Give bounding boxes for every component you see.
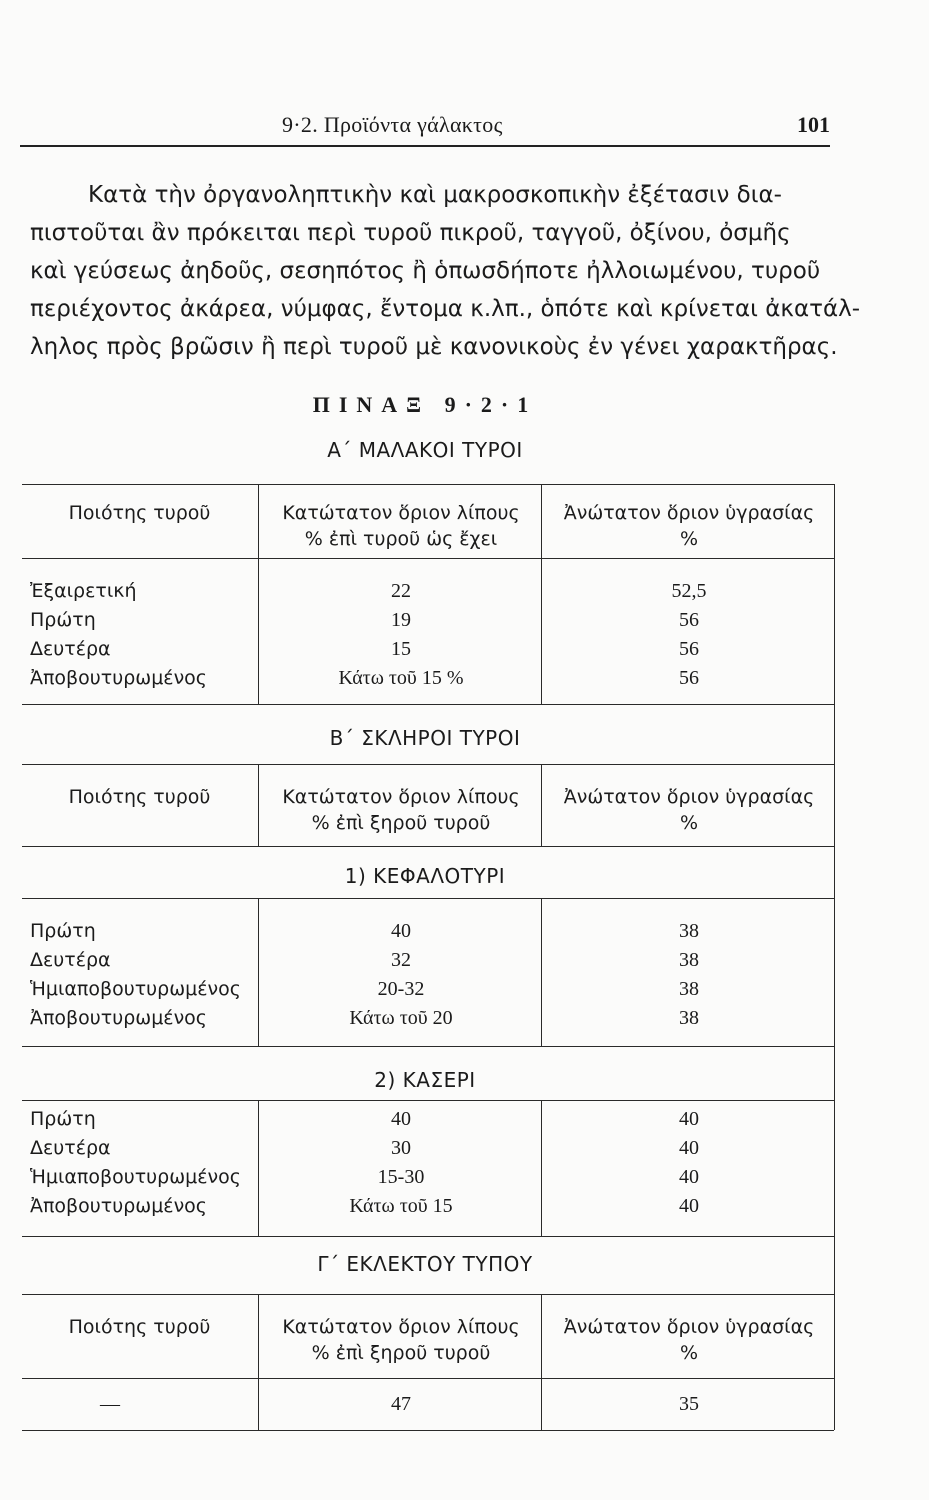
table-row-quality: Δευτέρα	[30, 1137, 111, 1159]
table-row-quality: —	[100, 1393, 120, 1415]
section-c-title: Γ΄ ΕΚΛΕΚΤΟΥ ΤΥΠΟΥ	[317, 1252, 533, 1276]
column-rule	[258, 1100, 259, 1236]
paragraph-line: περιέχοντος ἀκάρεα, νύμφας, ἔντομα κ.λπ., ὁπότε καὶ κρίνεται ἀκατάλ-	[30, 296, 861, 322]
table-row-moisture: 38	[679, 949, 699, 971]
header-fat-unit: % ἐπὶ ξηροῦ τυροῦ	[311, 812, 491, 834]
column-rule	[258, 764, 259, 846]
table-rule	[22, 1236, 834, 1237]
header-quality: Ποιότης τυροῦ	[68, 502, 211, 524]
column-rule	[258, 484, 259, 704]
column-rule	[541, 484, 542, 704]
subsection-kefalotyri-title: 1) ΚΕΦΑΛΟΤΥΡΙ	[344, 864, 506, 888]
table-row-quality: Ἀποβουτυρωμένος	[30, 667, 207, 689]
table-row-quality: Ἡμιαποβουτυρωμένος	[30, 978, 241, 1000]
column-rule	[541, 764, 542, 846]
table-row-fat: 20-32	[377, 978, 425, 1000]
table-right-border	[834, 484, 835, 1430]
table-row-moisture: 56	[679, 609, 699, 631]
section-a-title: Α΄ ΜΑΛΑΚΟΙ ΤΥΡΟΙ	[327, 438, 523, 462]
page-number: 101	[797, 112, 830, 137]
header-fat-min: Κατώτατον ὅριον λίπους	[282, 1316, 520, 1338]
table-rule	[22, 1100, 834, 1101]
table-row-quality: Πρώτη	[30, 920, 96, 942]
table-row-fat: 22	[391, 580, 411, 602]
table-rule	[22, 704, 834, 705]
table-row-fat: 19	[391, 609, 411, 631]
header-moisture-unit: %	[679, 1342, 699, 1364]
table-row-moisture: 35	[679, 1393, 699, 1415]
section-title-header: 9·2. Προϊόντα γάλακτος	[282, 112, 503, 137]
header-fat-min: Κατώτατον ὅριον λίπους	[282, 502, 520, 524]
table-row-fat: 47	[391, 1393, 411, 1415]
table-row-fat: Κάτω τοῦ 15 %	[338, 667, 464, 689]
column-rule	[541, 1294, 542, 1430]
table-row-quality: Ἀποβουτυρωμένος	[30, 1007, 207, 1029]
paragraph-line: Κατὰ τὴν ὀργανοληπτικὴν καὶ μακροσκοπικὴν ἐξέτασιν δια-	[88, 182, 782, 208]
table-row-fat: 40	[391, 920, 411, 942]
table-row-moisture: 38	[679, 920, 699, 942]
table-rule	[22, 1430, 834, 1431]
running-header	[20, 112, 830, 142]
table-row-moisture: 38	[679, 1007, 699, 1029]
table-row-quality: Πρώτη	[30, 609, 96, 631]
table-row-quality: Δευτέρα	[30, 949, 111, 971]
subsection-kaseri-title: 2) ΚΑΣΕΡΙ	[374, 1068, 476, 1092]
table-rule	[22, 558, 834, 559]
table-rule	[22, 846, 834, 847]
table-row-fat: 30	[391, 1137, 411, 1159]
column-rule	[541, 898, 542, 1046]
header-moisture-unit: %	[679, 528, 699, 550]
table-row-moisture: 52,5	[671, 580, 707, 602]
header-rule	[20, 145, 830, 147]
header-fat-unit: % ἐπὶ τυροῦ ὡς ἔχει	[304, 528, 498, 550]
table-row-fat: Κάτω τοῦ 20	[349, 1007, 453, 1029]
table-row-fat: Κάτω τοῦ 15	[349, 1195, 453, 1217]
paragraph-line: καὶ γεύσεως ἀηδοῦς, σεσηπότος ἢ ὁπωσδήποτε ἠλλοιωμένου, τυροῦ	[30, 258, 821, 284]
header-moisture-max: Ἀνώτατον ὅριον ὑγρασίας	[563, 1316, 815, 1338]
table-row-quality: Ἡμιαποβουτυρωμένος	[30, 1166, 241, 1188]
paragraph-line: πιστοῦται ἂν πρόκειται περὶ τυροῦ πικροῦ, ταγγοῦ, ὀξίνου, ὀσμῆς	[30, 220, 791, 246]
table-rule	[22, 898, 834, 899]
table-row-fat: 15-30	[377, 1166, 425, 1188]
header-quality: Ποιότης τυροῦ	[68, 786, 211, 808]
section-b-title: Β΄ ΣΚΛΗΡΟΙ ΤΥΡΟΙ	[329, 726, 521, 750]
header-fat-min: Κατώτατον ὅριον λίπους	[282, 786, 520, 808]
header-fat-unit: % ἐπὶ ξηροῦ τυροῦ	[311, 1342, 491, 1364]
table-row-quality: Δευτέρα	[30, 638, 111, 660]
column-rule	[541, 1100, 542, 1236]
table-rule	[22, 1294, 834, 1295]
table-row-moisture: 56	[679, 667, 699, 689]
table-row-moisture: 38	[679, 978, 699, 1000]
table-row-moisture: 40	[679, 1166, 699, 1188]
table-row-fat: 15	[391, 638, 411, 660]
table-rule	[22, 484, 834, 485]
header-moisture-max: Ἀνώτατον ὅριον ὑγρασίας	[563, 786, 815, 808]
header-moisture-unit: %	[679, 812, 699, 834]
table-row-moisture: 40	[679, 1195, 699, 1217]
table-row-moisture: 40	[679, 1137, 699, 1159]
table-row-moisture: 40	[679, 1108, 699, 1130]
table-row-quality: Ἀποβουτυρωμένος	[30, 1195, 207, 1217]
table-rule	[22, 1378, 834, 1379]
table-row-moisture: 56	[679, 638, 699, 660]
table-rule	[22, 764, 834, 765]
table-row-fat: 40	[391, 1108, 411, 1130]
table-row-quality: Πρώτη	[30, 1108, 96, 1130]
body-paragraph	[30, 176, 861, 366]
header-moisture-max: Ἀνώτατον ὅριον ὑγρασίας	[563, 502, 815, 524]
table-row-quality: Ἐξαιρετική	[30, 580, 137, 602]
column-rule	[258, 1294, 259, 1430]
column-rule	[258, 898, 259, 1046]
header-quality: Ποιότης τυροῦ	[68, 1316, 211, 1338]
table-rule	[22, 1046, 834, 1047]
paragraph-line: ληλος πρὸς βρῶσιν ἢ περὶ τυροῦ μὲ κανονικοὺς ἐν γένει χαρακτῆρας.	[30, 334, 838, 360]
table-row-fat: 32	[391, 949, 411, 971]
table-title: ΠΙΝΑΞ 9·2·1	[312, 392, 538, 417]
